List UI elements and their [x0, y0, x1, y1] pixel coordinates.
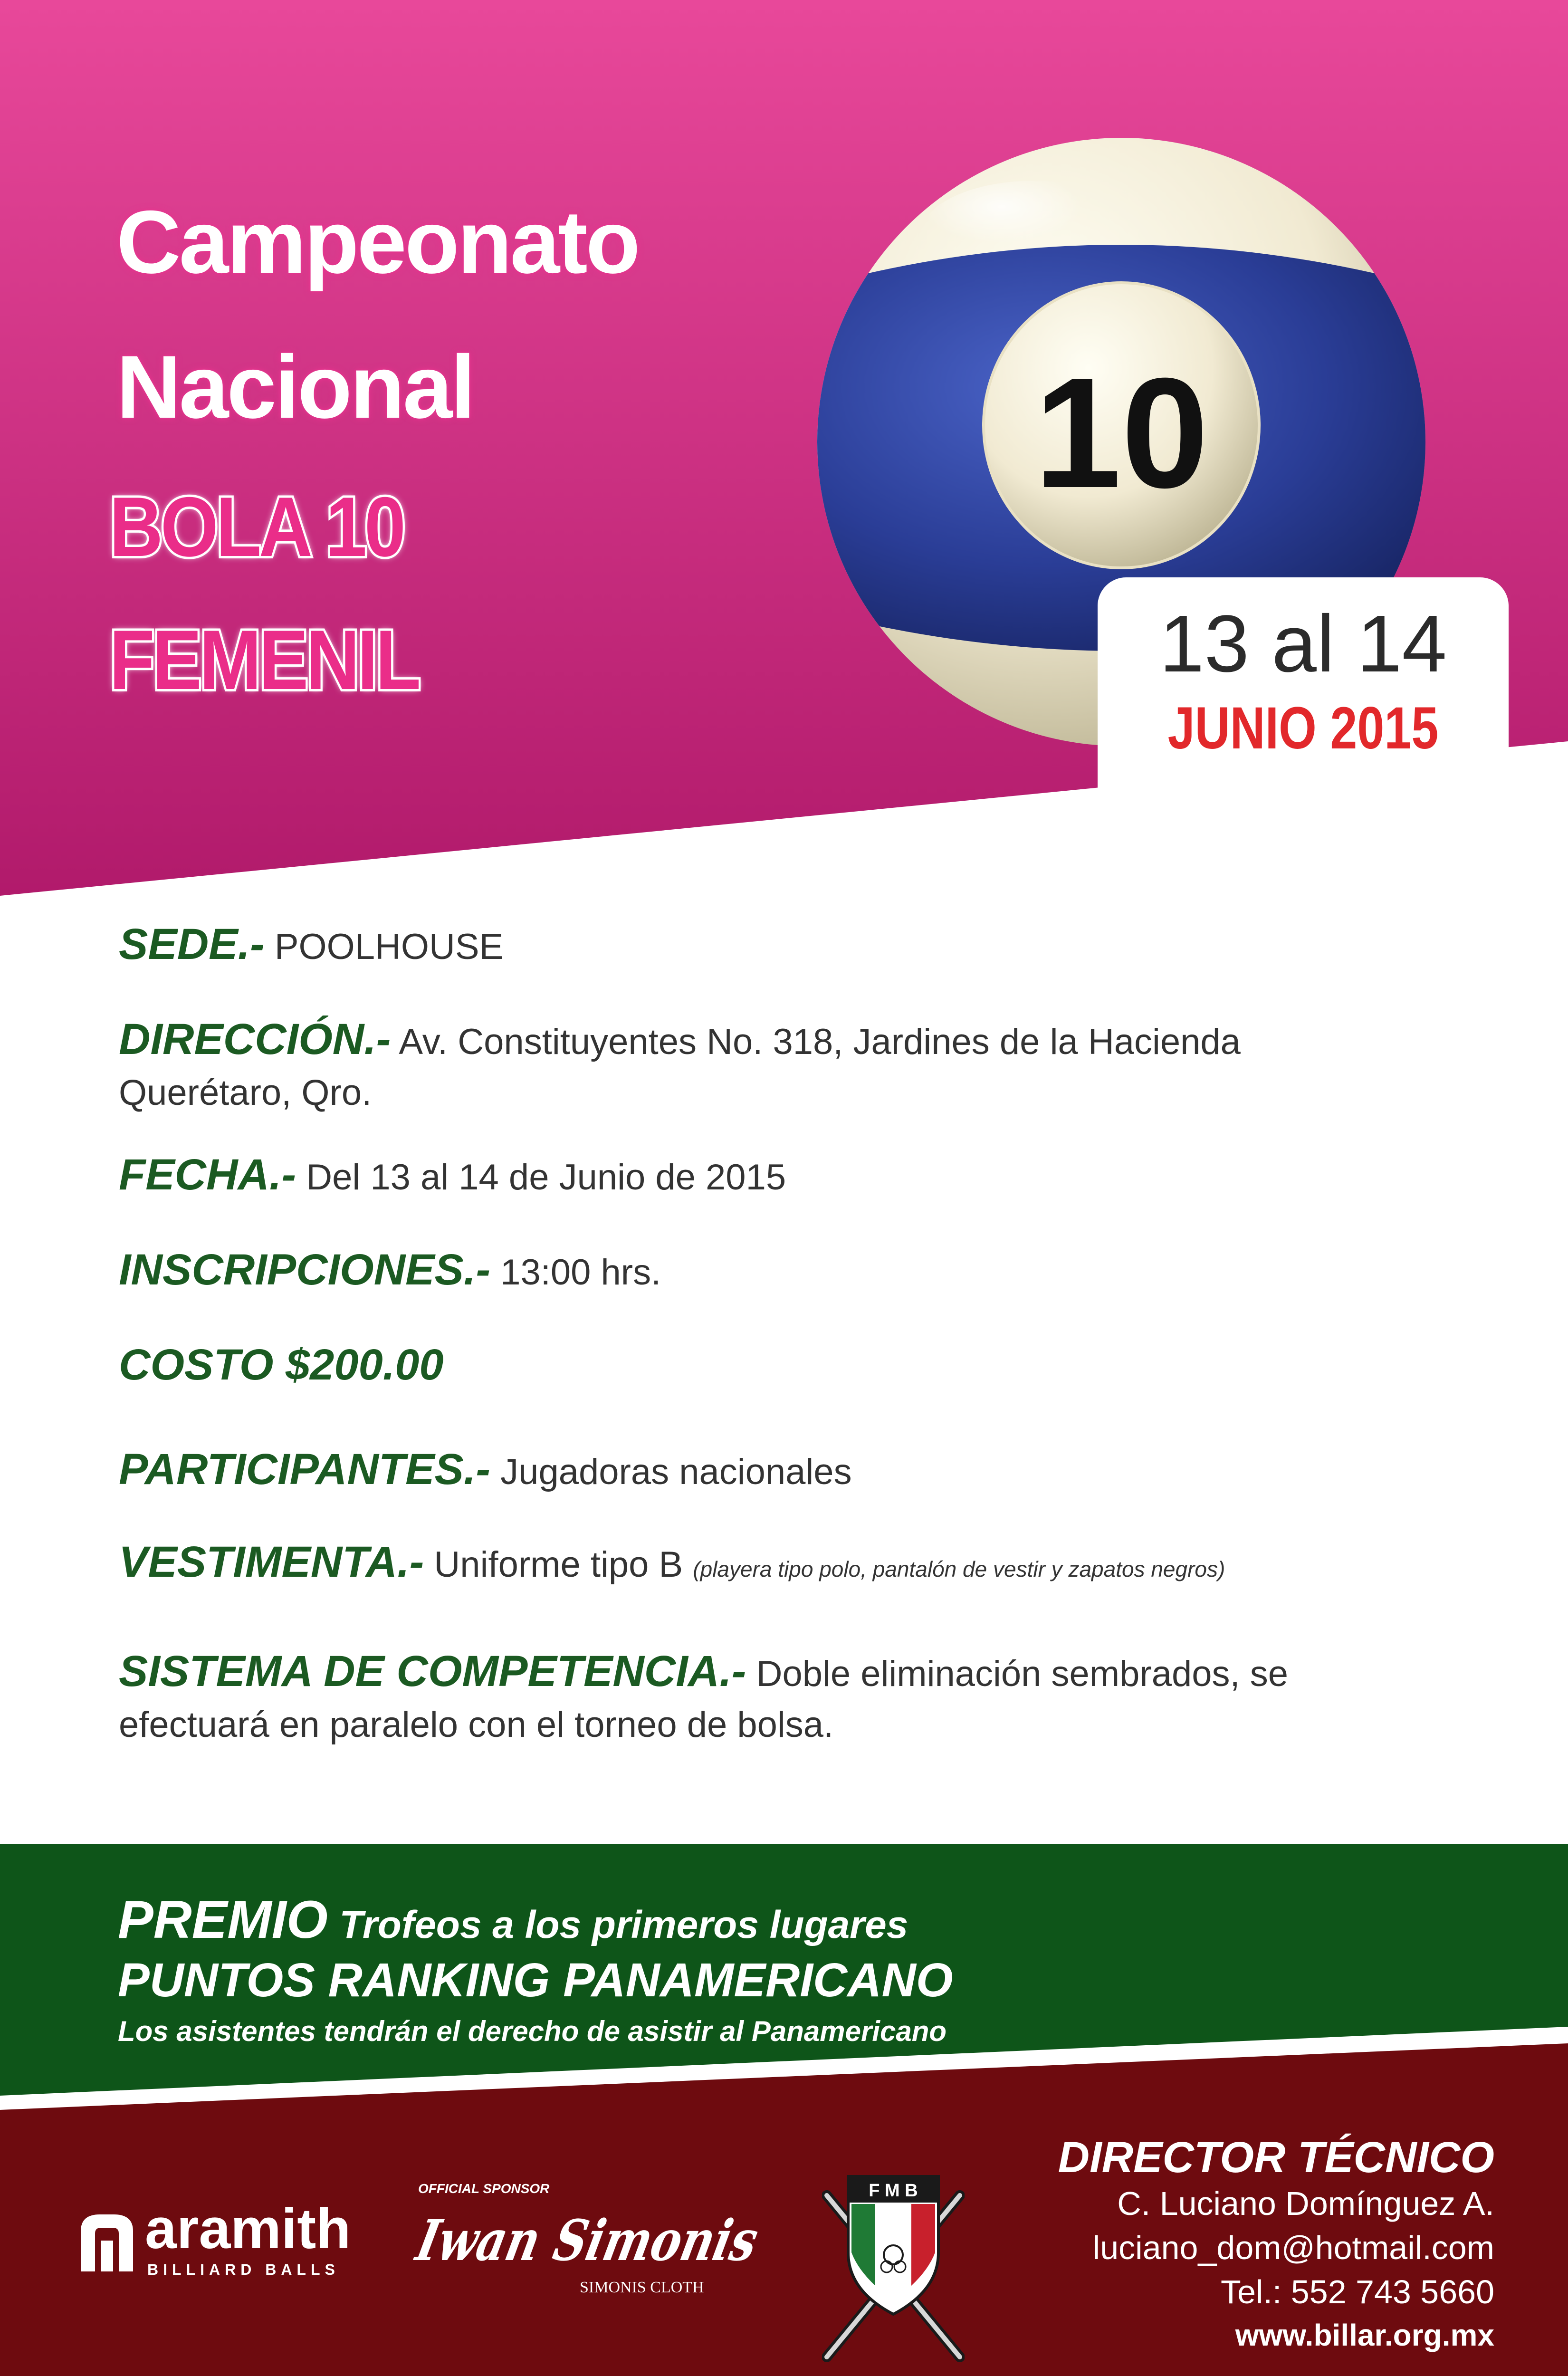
sistema-label: SISTEMA DE COMPETENCIA.-	[119, 1647, 746, 1696]
prize-line	[118, 1889, 908, 1950]
premio-label: PREMIO	[118, 1890, 328, 1949]
aramith-sub: BILLIARD BALLS	[147, 2261, 340, 2278]
inscripciones-label: INSCRIPCIONES.-	[119, 1245, 491, 1294]
panamericano-note: Los asistentes tendrán el derecho de asistir al Panamericano	[118, 2015, 947, 2047]
sistema-value-2: efectuará en paralelo con el torneo de bolsa.	[119, 1705, 834, 1745]
website-link[interactable]: www.billar.org.mx	[1235, 2318, 1494, 2353]
simonis-logo	[411, 2181, 770, 2314]
inscripciones-value: 13:00 hrs.	[500, 1252, 661, 1293]
official-sponsor-label: OFFICIAL SPONSOR	[418, 2181, 550, 2196]
detail-direccion	[119, 1010, 1473, 1118]
director-phone: Tel.: 552 743 5660	[1220, 2273, 1494, 2311]
simonis-script: Iwan Simonis	[411, 2207, 764, 2273]
vestimenta-value: Uniforme tipo B	[434, 1544, 683, 1585]
subtitle-bola-10: BOLA 10	[109, 479, 403, 574]
sede-value: POOLHOUSE	[274, 927, 504, 967]
aramith-name: aramith	[145, 2197, 351, 2261]
ranking-line: PUNTOS RANKING PANAMERICANO	[118, 1954, 953, 2007]
vestimenta-note: (playera tipo polo, pantalón de vestir y zapatos negros)	[693, 1557, 1225, 1581]
sistema-value: Doble eliminación sembrados, se	[756, 1654, 1289, 1694]
fecha-value: Del 13 al 14 de Junio de 2015	[306, 1157, 786, 1198]
date-box	[1098, 577, 1509, 834]
subtitle-femenil: FEMENIL	[109, 613, 419, 707]
title-line-1: Campeonato	[116, 192, 639, 292]
ball-number: 10	[1034, 345, 1209, 520]
detail-costo	[119, 1335, 1473, 1394]
fecha-label: FECHA.-	[119, 1150, 296, 1199]
aramith-logo	[71, 2197, 380, 2281]
direccion-value: Av. Constituyentes No. 318, Jardines de la Hacienda	[399, 1022, 1241, 1062]
date-range: 13 al 14	[1159, 599, 1447, 689]
director-name: C. Luciano Domínguez A.	[1117, 2185, 1494, 2223]
participantes-value: Jugadoras nacionales	[500, 1452, 852, 1492]
detail-vestimenta	[119, 1533, 1473, 1591]
director-title: DIRECTOR TÉCNICO	[1058, 2133, 1494, 2182]
director-email[interactable]: luciano_dom@hotmail.com	[1092, 2229, 1494, 2267]
detail-fecha	[119, 1145, 1473, 1204]
costo-label: COSTO $200.00	[119, 1341, 444, 1389]
participantes-label: PARTICIPANTES.-	[119, 1445, 491, 1494]
detail-sistema	[119, 1642, 1473, 1750]
simonis-cloth-label: SIMONIS CLOTH	[580, 2279, 704, 2296]
sede-label: SEDE.-	[119, 920, 265, 968]
direccion-label: DIRECCIÓN.-	[119, 1015, 391, 1063]
detail-inscripciones	[119, 1240, 1473, 1299]
premio-value: Trofeos a los primeros lugares	[339, 1903, 908, 1946]
detail-participantes	[119, 1440, 1473, 1499]
date-month: JUNIO 2015	[1167, 695, 1439, 761]
title-line-2: Nacional	[116, 337, 474, 437]
detail-sede	[119, 915, 1473, 974]
fmb-shield-icon	[822, 2167, 965, 2366]
director-block	[1058, 2134, 1494, 2357]
direccion-value-2: Querétaro, Qro.	[119, 1073, 372, 1113]
vestimenta-label: VESTIMENTA.-	[119, 1538, 424, 1586]
aramith-emblem-icon	[71, 2205, 143, 2281]
fmb-text: F M B	[869, 2181, 918, 2201]
